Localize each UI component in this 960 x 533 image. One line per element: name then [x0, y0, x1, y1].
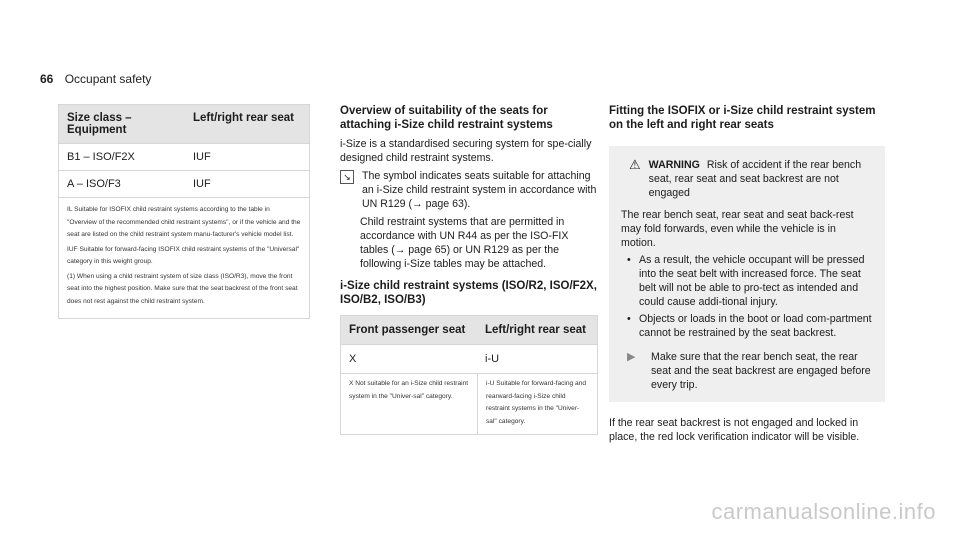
note-x: X Not suitable for an i-Size child restraint system in the "Univer-sal" category.: [341, 374, 478, 434]
page-number: 66: [40, 72, 54, 86]
warning-body: [621, 208, 873, 392]
list-item-text: As a result, the vehicle occupant will be pressed into the seat belt with increased force. The seat belt will not be able to pro-tect as intended and could cause addi-tional injury.: [639, 254, 865, 308]
list-item-text: Objects or loads in the boot or load com-partment cannot be restrained by the seat backrest.: [639, 313, 872, 339]
warning-header: [621, 158, 873, 200]
list-item: [621, 312, 873, 340]
bullet-icon: •: [627, 254, 631, 266]
warning-triangle-icon: ⚠: [629, 157, 641, 172]
note-iuf: IUF Suitable for forward-facing ISOFIX child restraint systems of the "Universal" category in this weight group.: [67, 245, 300, 265]
warning-box: [609, 146, 885, 402]
right-column: [609, 104, 885, 455]
paragraph: i-Size is a standardised securing system for spe-cially designed child restraint systems.: [340, 138, 592, 164]
warning-title: WARNING: [648, 159, 700, 171]
table-notes: [59, 197, 309, 318]
section-heading: i-Size child restraint systems (ISO/R2, ISO/F2X, ISO/B2, ISO/B3): [340, 280, 597, 306]
table-notes: [341, 373, 597, 434]
table-cell: A – ISO/F3: [67, 178, 121, 190]
bullet-icon: •: [627, 313, 631, 325]
paragraph: If the rear seat backrest is not engaged and locked in place, the red lock verification indicator will be visible.: [609, 417, 860, 443]
section-heading: Fitting the ISOFIX or i-Size child restraint system on the left and right rear seats: [609, 105, 876, 131]
table-cell: X: [349, 353, 357, 365]
watermark: carmanualsonline.info: [711, 499, 936, 524]
table-row: [341, 344, 597, 373]
warning-intro: Risk of accident if the rear bench seat, rear seat and seat backrest are not engaged: [648, 159, 862, 199]
isofix-table: [58, 104, 310, 319]
table-cell: IUF: [193, 178, 211, 190]
note-iu: i-U Suitable for forward-facing and rearward-facing i-Size child restraint systems in the "Univer-sal" category.: [486, 380, 587, 425]
table-header: [59, 105, 309, 143]
table-row: [59, 143, 309, 170]
isize-table: [340, 315, 598, 435]
list-item: [621, 253, 873, 309]
table-cell: B1 – ISO/F2X: [67, 151, 135, 163]
table-row: [59, 170, 309, 197]
table-header: [341, 316, 597, 344]
paragraph: The symbol indicates seats suitable for attaching an i-Size child restraint system in accordance with UN R129 (→ page 63).: [362, 170, 597, 210]
section-title: Occupant safety: [64, 72, 152, 86]
section-heading: Overview of suitability of the seats for attaching i-Size child restraint systems: [340, 105, 553, 131]
symbol-row: [340, 169, 598, 211]
header-rear-seat: Left/right rear seat: [193, 112, 294, 124]
action-text: Make sure that the rear bench seat, the rear seat and the seat backrest are engaged before every trip.: [651, 351, 871, 391]
table-cell: i-U: [485, 353, 500, 365]
middle-column: [340, 104, 598, 435]
header-rear-seat: Left/right rear seat: [485, 324, 586, 336]
isize-seat-icon: ↘: [340, 170, 354, 184]
action-step: [621, 350, 873, 392]
header-size-class: Size class – Equipment: [67, 112, 132, 136]
note-footnote: (1) When using a child restraint system of size class (ISO/R3), move the front seat into the highest position. Make sure that the seat backrest of the front seat does not rest against the child restraint system.: [67, 272, 298, 305]
table-cell: IUF: [193, 151, 211, 163]
action-arrow-icon: ▶: [627, 351, 636, 363]
paragraph: The rear bench seat, rear seat and seat back-rest may fold forwards, even while the vehicle is in motion.: [621, 209, 854, 249]
paragraph: Child restraint systems that are permitted in accordance with UN R44 as per the ISO-FIX tables (→ page 65) or UN R129 as per the following i-Size tables may be attached.: [360, 216, 569, 270]
note-il: IL Suitable for ISOFIX child restraint systems according to the table in "Overview of the recommended child restraint systems", or if the vehicle and the seat are listed on the child restraint system manu-facturer's vehicle model list.: [67, 206, 301, 238]
header-front-passenger: Front passenger seat: [349, 324, 466, 336]
page-header: [40, 72, 151, 86]
